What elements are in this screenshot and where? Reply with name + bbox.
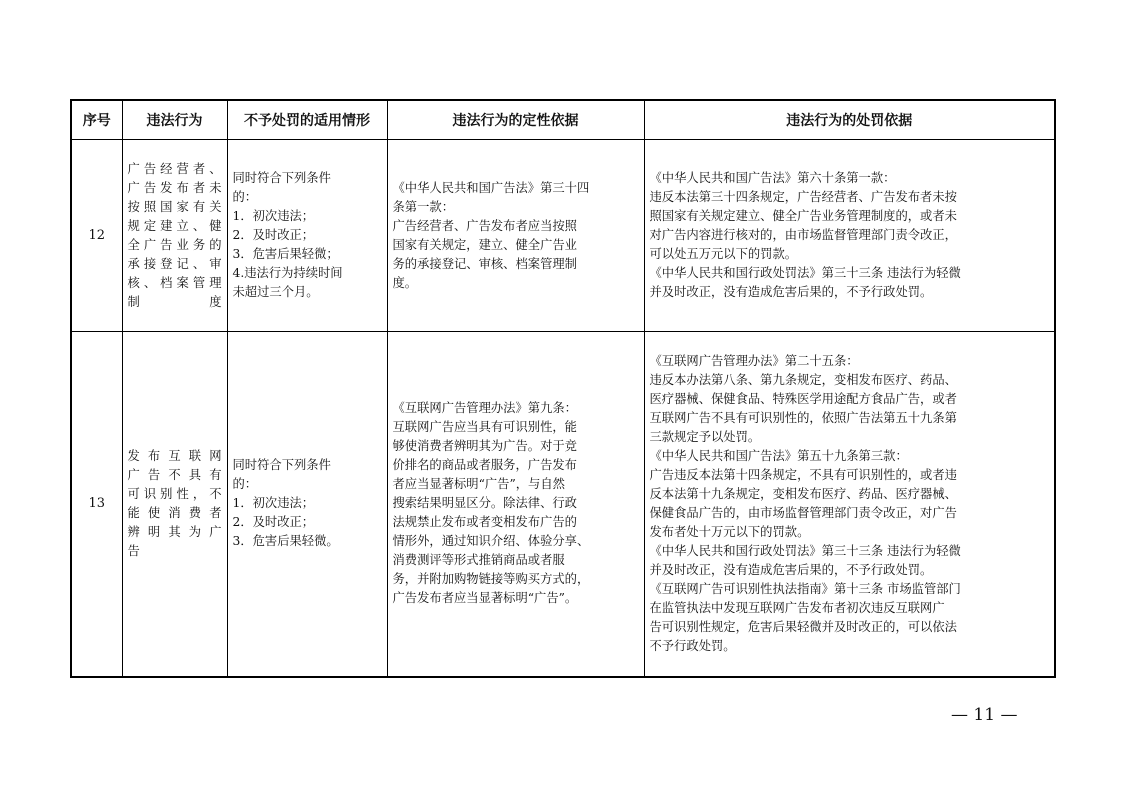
text-line: 承接登记、审	[127, 256, 222, 271]
text-line: 者应当显著标明“广告”，与自然	[392, 477, 565, 492]
text-line: 互联网广告不具有可识别性的，依照广告法第五十九条第	[649, 410, 957, 425]
text-line: 4.违法行为持续时间	[232, 266, 343, 280]
text-line: 广告不具有	[127, 467, 222, 482]
legal-basis-cell	[387, 140, 644, 332]
text-line: 反本法第十九条规定，变相发布医疗、药品、医疗器械、	[649, 486, 957, 501]
text-line: 告可识别性规定，危害后果轻微并及时改正的，可以依法	[649, 619, 957, 634]
text-line: 发布互联网	[127, 448, 222, 463]
text-line: 2．及时改正；	[232, 228, 315, 242]
text-line: 不予行政处罚。	[649, 638, 736, 653]
text-line: 情形外，通过知识介绍、体验分享、	[392, 534, 590, 549]
text-line: 的：	[232, 477, 258, 492]
text-line: 的：	[232, 190, 258, 204]
text-line: 务，并附加购物链接等购买方式的，	[392, 572, 590, 587]
text-line: 对广告内容进行核对的，由市场监督管理部门责令改正，	[649, 228, 957, 242]
text-line: 3．危害后果轻微；	[232, 247, 339, 261]
exemption-conditions-cell	[227, 332, 387, 677]
text-line: 可识别性，不	[127, 486, 222, 501]
header-penalty: 违法行为的处罚依据	[644, 100, 1055, 140]
text-line: 三款规定予以处罚。	[649, 429, 761, 444]
page-number: — 11 —	[951, 705, 1018, 725]
header-behavior: 违法行为	[122, 100, 227, 140]
header-basis: 违法行为的定性依据	[387, 100, 644, 140]
header-exempt: 不予处罚的适用情形	[227, 100, 387, 140]
text-line: 《中华人民共和国广告法》第六十条第一款：	[649, 171, 896, 185]
text-line: 《互联网广告管理办法》第九条：	[392, 401, 577, 416]
text-line: 辨明其为广	[127, 524, 222, 539]
text-line: 1．初次违法；	[232, 496, 315, 511]
legal-basis-cell	[387, 332, 644, 677]
text-line: 《中华人民共和国广告法》第五十九条第三款：	[649, 448, 908, 463]
text-line: 国家有关规定，建立、健全广告业	[392, 237, 577, 252]
text-line: 保健食品广告的，由市场监督管理部门责令改正，对广告	[649, 505, 957, 520]
text-line: 核、档案管理	[127, 275, 222, 290]
text-line: 广告发布者未	[127, 180, 222, 195]
text-line: 2．及时改正；	[232, 515, 315, 530]
text-line: 搜索结果明显区分。除法律、行政	[392, 496, 577, 511]
text-line: 法规禁止发布或者变相发布广告的	[392, 515, 577, 530]
text-line: 未超过三个月。	[232, 285, 319, 299]
text-line: 广告经营者、	[127, 161, 222, 176]
violation-behavior-cell	[122, 332, 227, 677]
text-line: 医疗器械、保健食品、特殊医学用途配方食品广告，或者	[649, 391, 957, 406]
text-line: 《中华人民共和国广告法》第三十四	[392, 180, 590, 195]
table-header-row	[71, 100, 1055, 140]
text-line: 告	[127, 543, 140, 558]
text-line: 违反本法第三十四条规定，广告经营者、广告发布者未按	[649, 190, 957, 204]
text-line: 消费测评等形式推销商品或者服	[392, 553, 565, 568]
penalty-basis-cell	[644, 332, 1055, 677]
text-line: 《中华人民共和国行政处罚法》第三十三条 违法行为轻微	[649, 266, 961, 280]
text-line: 互联网广告应当具有可识别性，能	[392, 420, 577, 435]
text-line: 《互联网广告管理办法》第二十五条：	[649, 353, 859, 368]
text-line: 发布者处十万元以下的罚款。	[649, 524, 810, 539]
penalty-basis-cell	[644, 140, 1055, 332]
row-number: 13	[71, 332, 122, 677]
text-line: 够使消费者辨明其为广告。对于竞	[392, 439, 577, 454]
text-line: 制度	[127, 294, 222, 309]
text-line: 条第一款：	[392, 199, 454, 214]
text-line: 广告违反本法第十四条规定，不具有可识别性的，或者违	[649, 467, 957, 482]
text-line: 在监管执法中发现互联网广告发布者初次违反互联网广	[649, 600, 945, 615]
text-line: 务的承接登记、审核、档案管理制	[392, 256, 577, 271]
text-line: 度。	[392, 275, 418, 290]
text-line: 《中华人民共和国行政处罚法》第三十三条 违法行为轻微	[649, 543, 961, 558]
text-line: 同时符合下列条件	[232, 171, 331, 185]
violation-behavior-cell	[122, 140, 227, 332]
text-line: 《互联网广告可识别性执法指南》第十三条 市场监管部门	[649, 581, 961, 596]
table-row	[71, 140, 1055, 332]
text-line: 全广告业务的	[127, 237, 222, 252]
text-line: 能使消费者	[127, 505, 222, 520]
text-line: 1．初次违法；	[232, 209, 315, 223]
text-line: 3．危害后果轻微。	[232, 534, 339, 549]
text-line: 同时符合下列条件	[232, 458, 331, 473]
text-line: 广告发布者应当显著标明“广告”。	[392, 591, 578, 606]
text-line: 可以处五万元以下的罚款。	[649, 247, 798, 261]
header-seq: 序号	[71, 100, 122, 140]
text-line: 规定建立、健	[127, 218, 222, 233]
regulation-table	[70, 99, 1056, 678]
text-line: 并及时改正，没有造成危害后果的，不予行政处罚。	[649, 562, 933, 577]
text-line: 广告经营者、广告发布者应当按照	[392, 218, 577, 233]
text-line: 按照国家有关	[127, 199, 222, 214]
text-line: 并及时改正，没有造成危害后果的，不予行政处罚。	[649, 285, 933, 299]
text-line: 照国家有关规定建立、健全广告业务管理制度的，或者未	[649, 209, 957, 223]
exemption-conditions-cell	[227, 140, 387, 332]
text-line: 违反本办法第八条、第九条规定，变相发布医疗、药品、	[649, 372, 957, 387]
text-line: 价排名的商品或者服务，广告发布	[392, 458, 577, 473]
row-number: 12	[71, 140, 122, 332]
table-row	[71, 332, 1055, 677]
